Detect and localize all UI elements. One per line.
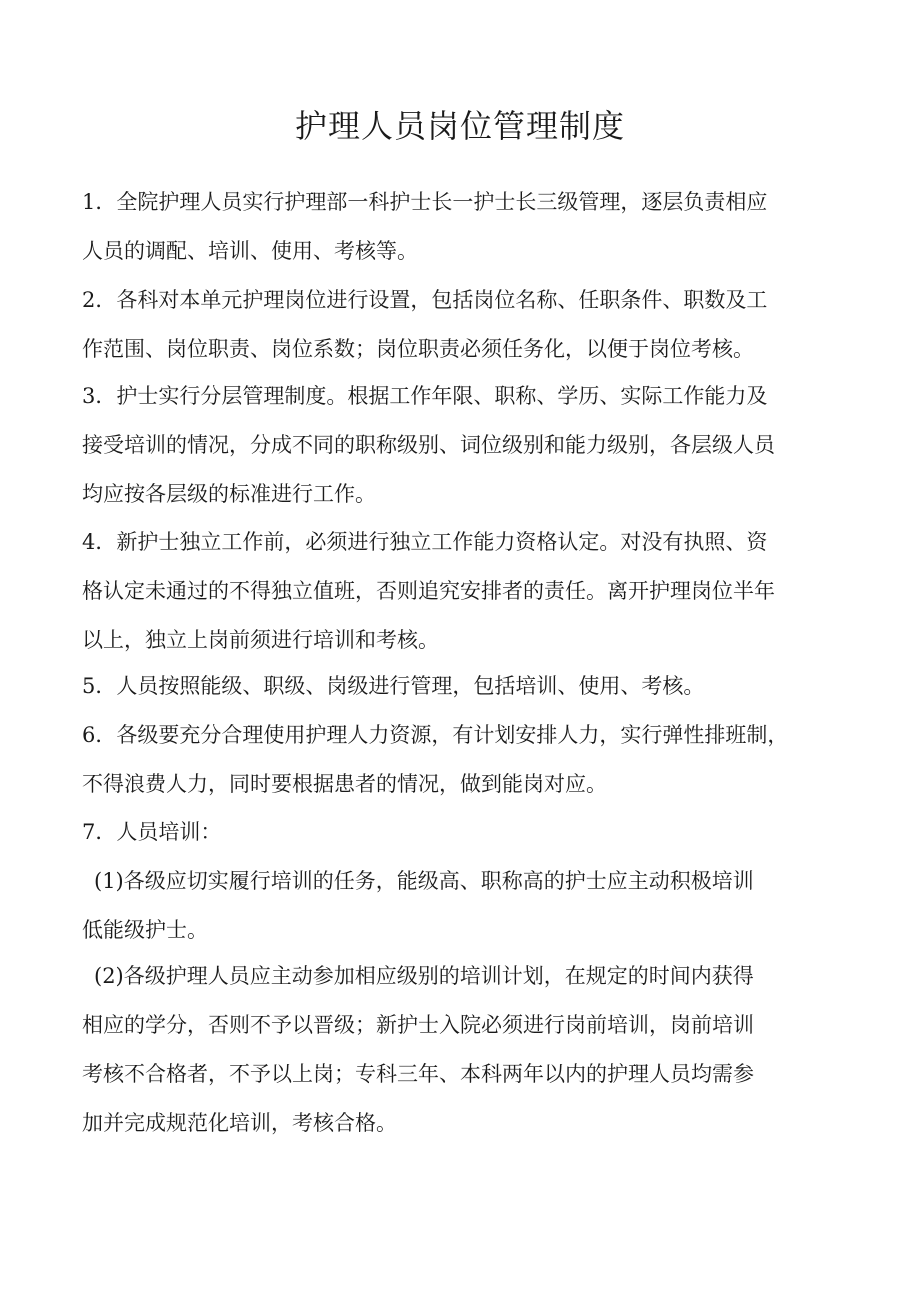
- list-item-5: [82, 662, 852, 711]
- document-title: 护理人员岗位管理制度: [294, 107, 625, 145]
- line: 低能级护士。: [82, 918, 208, 942]
- line: 加并完成规范化培训，考核合格。: [82, 1111, 397, 1135]
- line: 考核不合格者，不予以上岗；专科三年、本科两年以内的护理人员均需参: [82, 1062, 754, 1086]
- list-item-7: [82, 808, 852, 857]
- line: (2)各级护理人员应主动参加相应级别的培训计划，在规定的时间内获得: [94, 964, 754, 988]
- line: 接受培训的情况，分成不同的职称级别、词位级别和能力级别，各层级人员: [82, 433, 775, 457]
- sub-item-2: [82, 952, 832, 1148]
- line: 4．新护士独立工作前，必须进行独立工作能力资格认定。对没有执照、资: [82, 530, 768, 554]
- line: 不得浪费人力，同时要根据患者的情况，做到能岗对应。: [82, 772, 607, 796]
- list-item-4: [82, 518, 852, 665]
- line: 作范围、岗位职责、岗位系数；岗位职责必须任务化，以便于岗位考核。: [82, 337, 754, 361]
- line: 6．各级要充分合理使用护理人力资源，有计划安排人力，实行弹性排班制，: [82, 723, 789, 747]
- list-item-3: [82, 372, 852, 519]
- line: 2．各科对本单元护理岗位进行设置，包括岗位名称、任职条件、职数及工: [82, 288, 768, 312]
- list-item-2: [82, 276, 852, 374]
- line: 7．人员培训：: [82, 820, 222, 844]
- line: 相应的学分，否则不予以晋级；新护士入院必须进行岗前培训，岗前培训: [82, 1013, 754, 1037]
- line: 以上，独立上岗前须进行培训和考核。: [82, 628, 439, 652]
- line: 1．全院护理人员实行护理部一科护士长一护士长三级管理，逐层负责相应: [82, 190, 768, 214]
- line: 5．人员按照能级、职级、岗级进行管理，包括培训、使用、考核。: [82, 674, 705, 698]
- line: 人员的调配、培训、使用、考核等。: [82, 239, 418, 263]
- line: 均应按各层级的标准进行工作。: [82, 482, 376, 506]
- sub-item-1: [82, 857, 832, 955]
- list-item-6: [82, 711, 852, 809]
- line: 3．护士实行分层管理制度。根据工作年限、职称、学历、实际工作能力及: [82, 384, 768, 408]
- line: 格认定未通过的不得独立值班，否则追究安排者的责任。离开护理岗位半年: [82, 579, 775, 603]
- list-item-1: [82, 178, 852, 276]
- line: (1)各级应切实履行培训的任务，能级高、职称高的护士应主动积极培训: [94, 869, 754, 893]
